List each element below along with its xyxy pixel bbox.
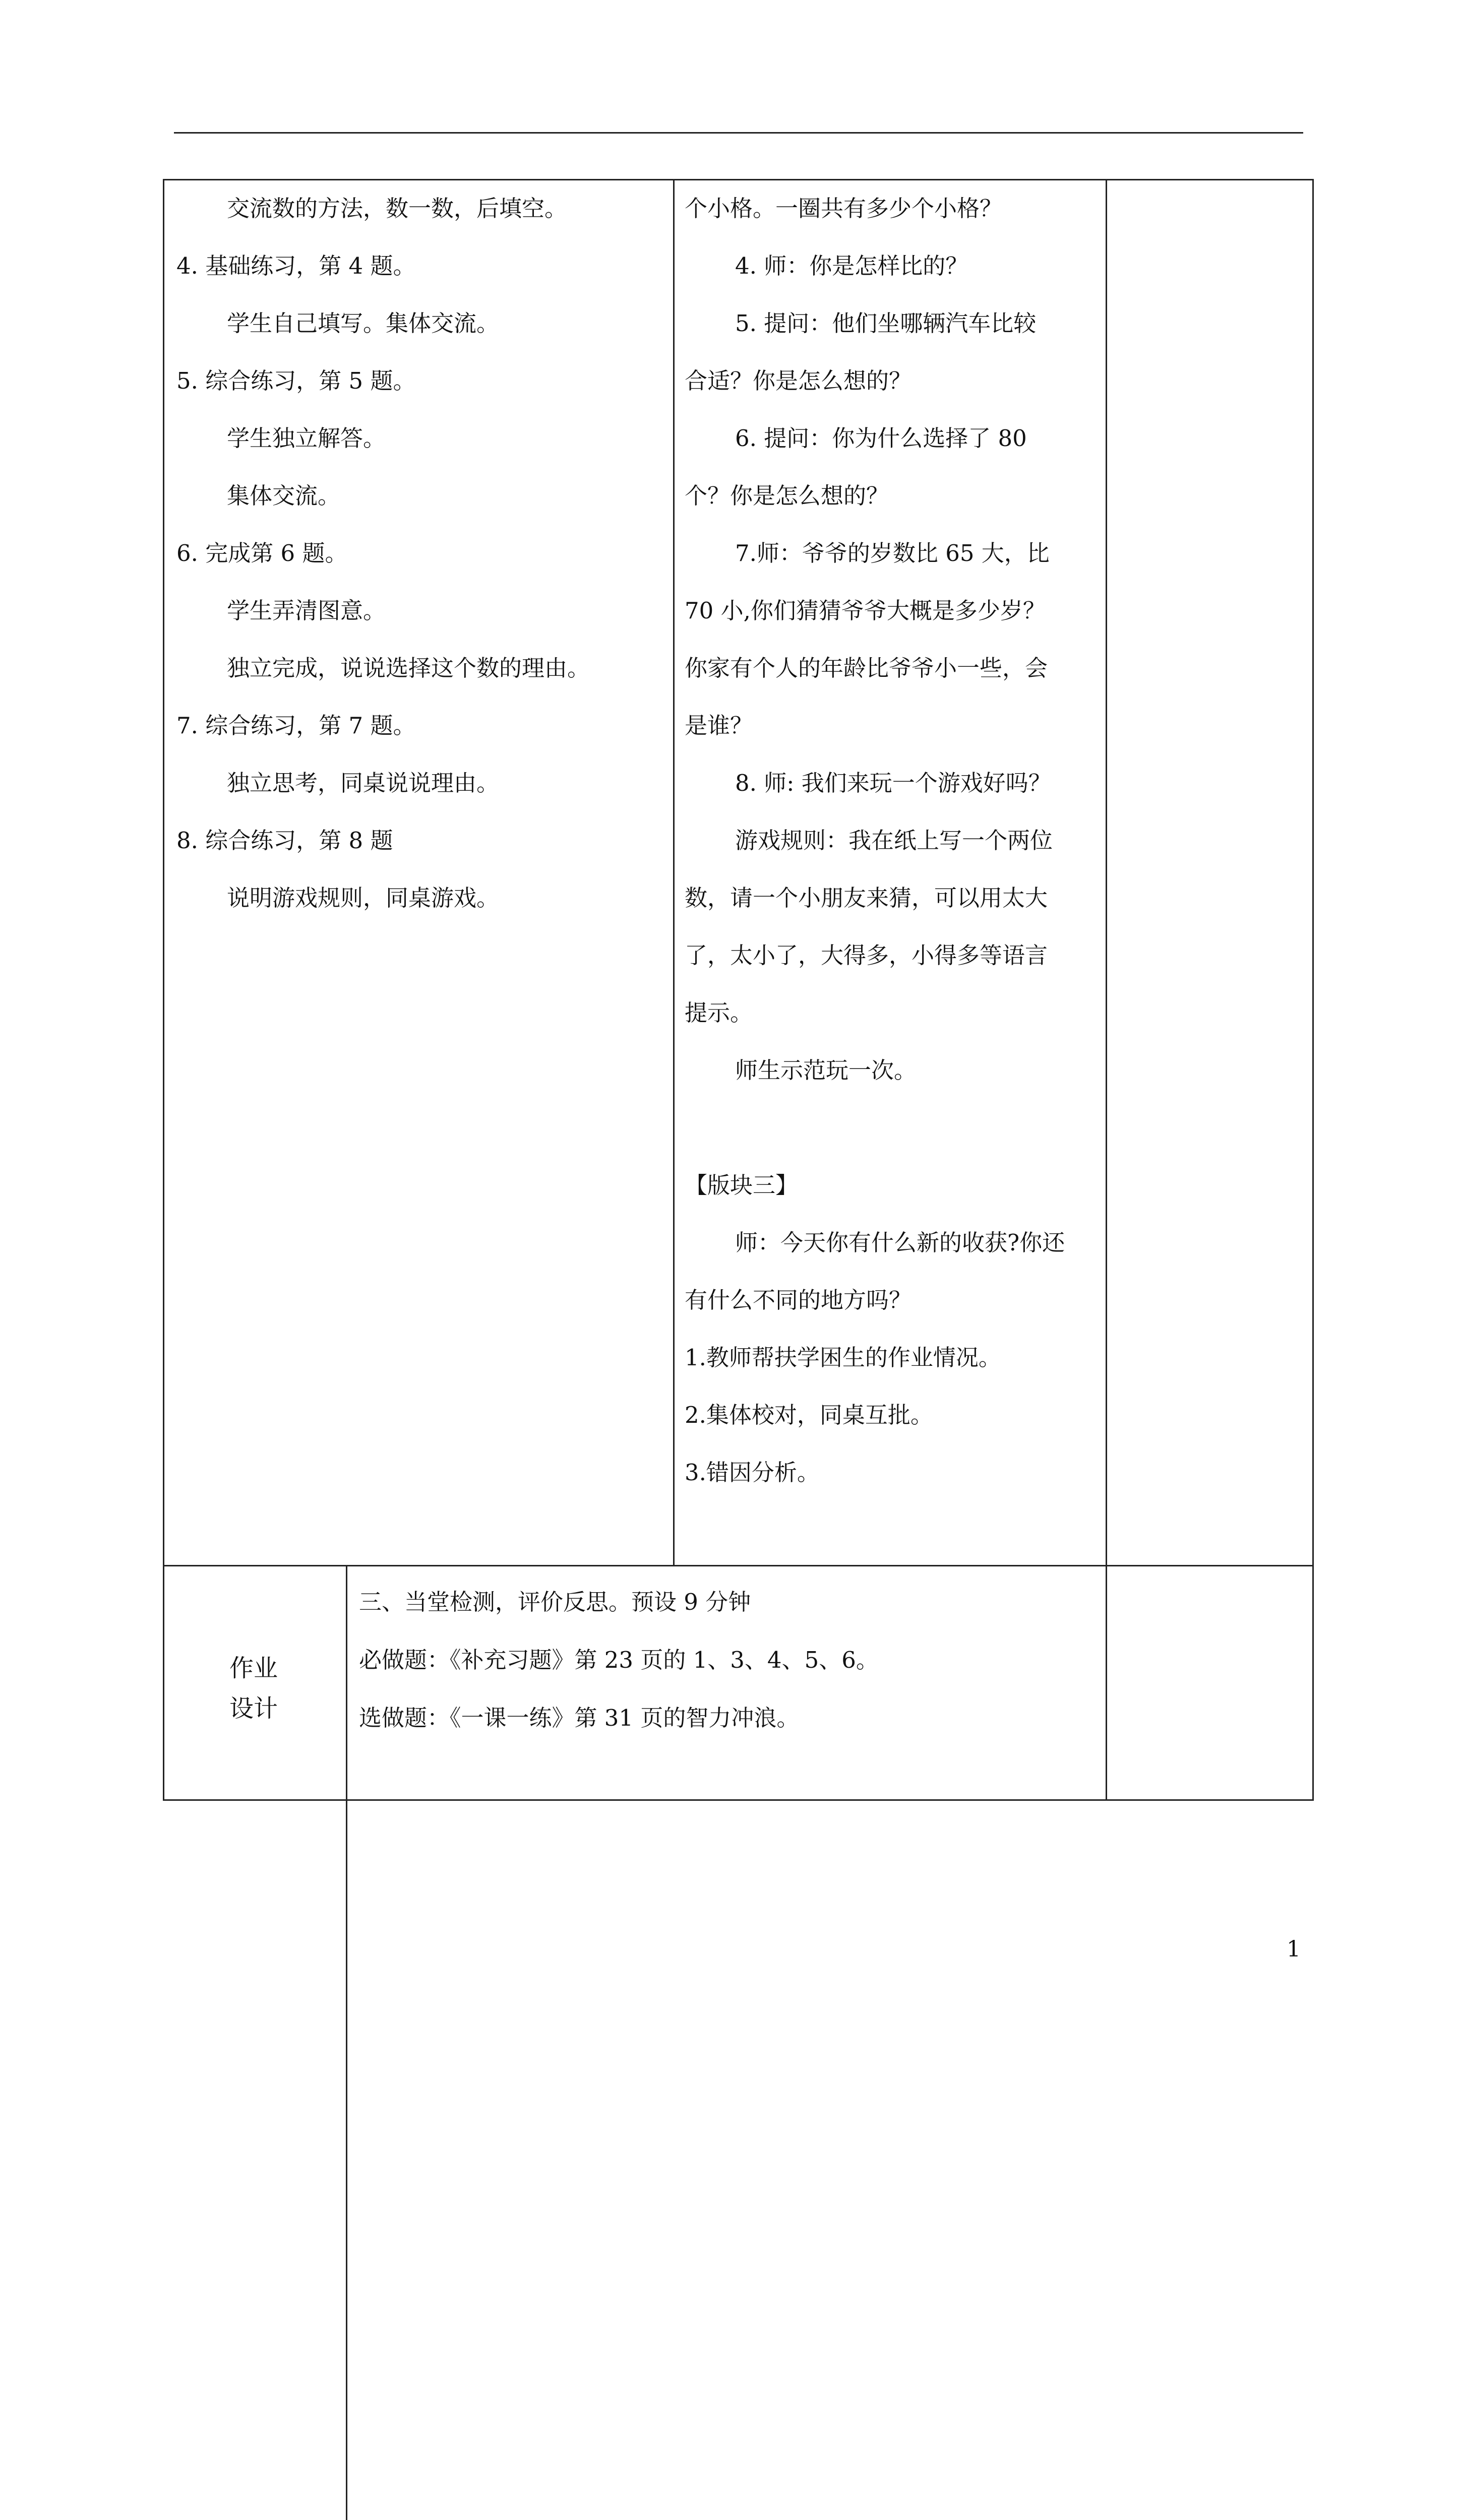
table-row-divider: [163, 1565, 1314, 1566]
text-line: 有什么不同的地方吗？: [685, 1287, 912, 1313]
text-line: 6. 完成第 6 题。: [176, 540, 348, 566]
homework-label-line2: 设计: [229, 1694, 278, 1723]
text-line: 6. 提问：你为什么选择了 80: [735, 425, 1027, 452]
text-line: 说明游戏规则，同桌游戏。: [227, 885, 500, 911]
text-line: 你家有个人的年龄比爷爷小一些，会: [685, 655, 1048, 681]
text-line: 3.错因分析。: [685, 1459, 820, 1486]
table-border-bottom: [163, 1799, 1314, 1801]
text-line: 是谁？: [685, 712, 753, 739]
text-line: 学生弄清图意。: [227, 597, 386, 624]
text-line: 个小格。一圈共有多少个小格？: [685, 195, 1003, 222]
text-line: 游戏规则：我在纸上写一个两位: [735, 827, 1053, 854]
text-line: 数，请一个小朋友来猜，可以用太大: [685, 885, 1048, 911]
text-line: 7.师：爷爷的岁数比 65 大，比: [735, 540, 1050, 566]
text-line: 独立完成，说说选择这个数的理由。: [227, 655, 590, 681]
text-line: 70 小,你们猜猜爷爷大概是多少岁？: [685, 597, 1046, 624]
text-line: 【版块三】: [685, 1172, 799, 1199]
page-number: 1: [1287, 1936, 1301, 1962]
text-line: 2.集体校对，同桌互批。: [685, 1402, 933, 1428]
homework-line: 选做题：《一课一练》第 31 页的智力冲浪。: [359, 1705, 800, 1731]
text-line: 集体交流。: [227, 482, 341, 509]
table-border-right: [1312, 179, 1314, 1801]
text-line: 独立思考，同桌说说理由。: [227, 770, 500, 796]
text-line: 1.教师帮扶学困生的作业情况。: [685, 1344, 1001, 1371]
text-line: 个？你是怎么想的？: [685, 482, 889, 509]
homework-line: 必做题：《补充习题》第 23 页的 1、3、4、5、6。: [359, 1647, 879, 1673]
homework-line: 三、当堂检测，评价反思。预设 9 分钟: [359, 1589, 751, 1615]
text-line: 师：今天你有什么新的收获?你还: [735, 1229, 1065, 1256]
text-line: 学生自己填写。集体交流。: [227, 310, 500, 337]
text-line: 4. 师：你是怎样比的？: [735, 253, 968, 279]
homework-label-line1: 作业: [229, 1654, 278, 1682]
text-line: 学生独立解答。: [227, 425, 386, 452]
text-line: 7. 综合练习，第 7 题。: [176, 712, 416, 739]
text-line: 5. 提问：他们坐哪辆汽车比较: [735, 310, 1037, 337]
text-line: 师生示范玩一次。: [735, 1057, 917, 1084]
text-line: 提示。: [685, 999, 753, 1026]
text-line: 4. 基础练习，第 4 题。: [176, 253, 416, 279]
header-rule: [174, 132, 1303, 134]
text-line: 8. 师: 我们来玩一个游戏好吗？: [735, 770, 1051, 796]
text-line: 8. 综合练习，第 8 题: [176, 827, 393, 854]
text-line: 了，太小了，大得多，小得多等语言: [685, 942, 1048, 969]
text-line: 交流数的方法，数一数，后填空。: [227, 195, 568, 222]
text-line: 5. 综合练习，第 5 题。: [176, 367, 416, 394]
text-line: 合适？你是怎么想的？: [685, 367, 912, 394]
table-divider-label: [346, 1565, 347, 2520]
